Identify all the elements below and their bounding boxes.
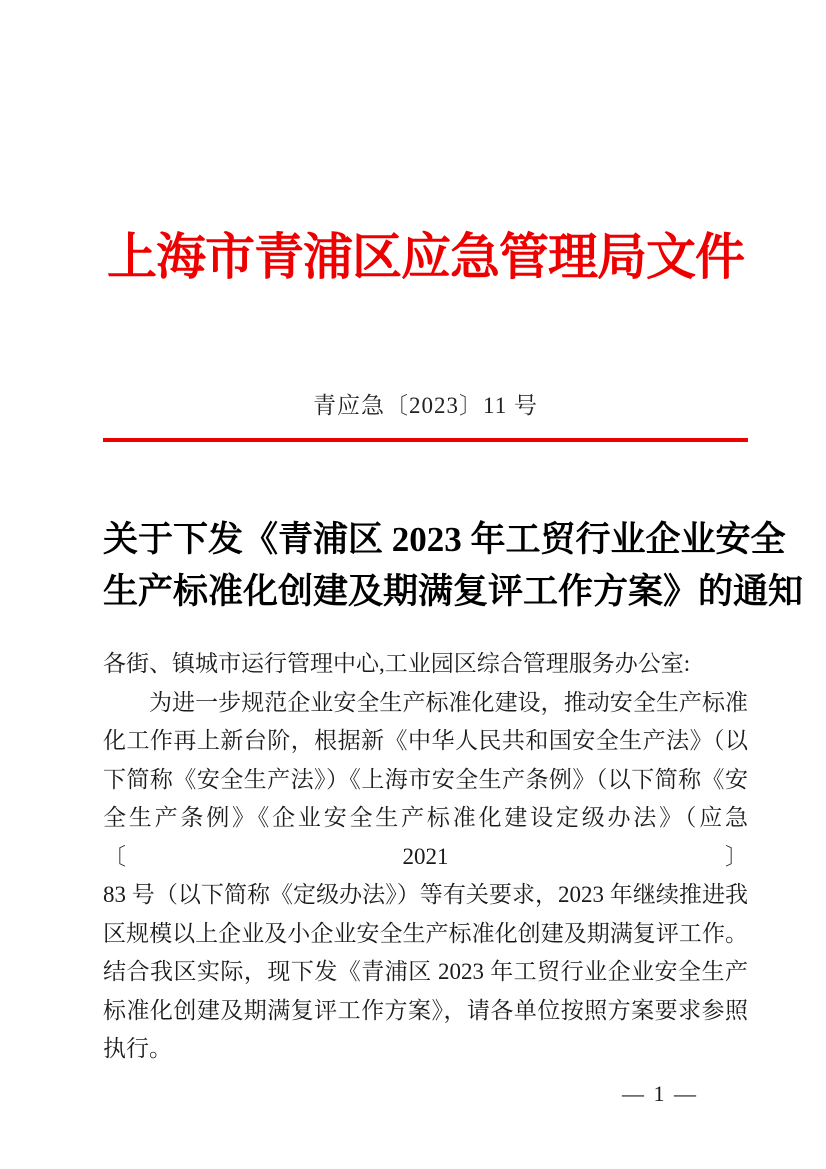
body-line: 区规模以上企业及小企业安全生产标准化创建及期满复评工作。 [103, 920, 748, 946]
document-header-title: 上海市青浦区应急管理局文件 [107, 229, 744, 285]
red-divider-line [103, 438, 748, 442]
document-title-line-1: 关于下发《青浦区 2023 年工贸行业企业安全 [103, 520, 786, 559]
body-line: 83 号（以下简称《定级办法》）等有关要求，2023 年继续推进我 [103, 882, 748, 907]
body-line: 执行。 [103, 1036, 172, 1061]
body-line: 下简称《安全生产法》）《上海市安全生产条例》（以下简称《安 [103, 766, 748, 792]
salutation-line: 各街、镇城市运行管理中心,工业园区综合管理服务办公室: [103, 651, 691, 676]
body-line: 结合我区实际，现下发《青浦区 2023 年工贸行业企业安全生产 [103, 959, 748, 984]
body-line: 化工作再上新台阶，根据新《中华人民共和国安全生产法》（以 [103, 728, 748, 753]
document-title [103, 514, 804, 618]
body-line: 标准化创建及期满复评工作方案》，请各单位按照方案要求参照 [103, 997, 748, 1023]
document-number: 青应急〔2023〕11 号 [313, 393, 538, 418]
document-title-line-2: 生产标准化创建及期满复评工作方案》的通知 [103, 572, 804, 611]
body-line: 全生产条例》《企业安全生产标准化建设定级办法》（应急〔2021〕 [103, 805, 748, 869]
document-body [103, 645, 748, 1069]
page-number: — 1 — [622, 1080, 698, 1106]
body-line: 为进一步规范企业安全生产标准化建设，推动安全生产标准 [149, 689, 748, 715]
